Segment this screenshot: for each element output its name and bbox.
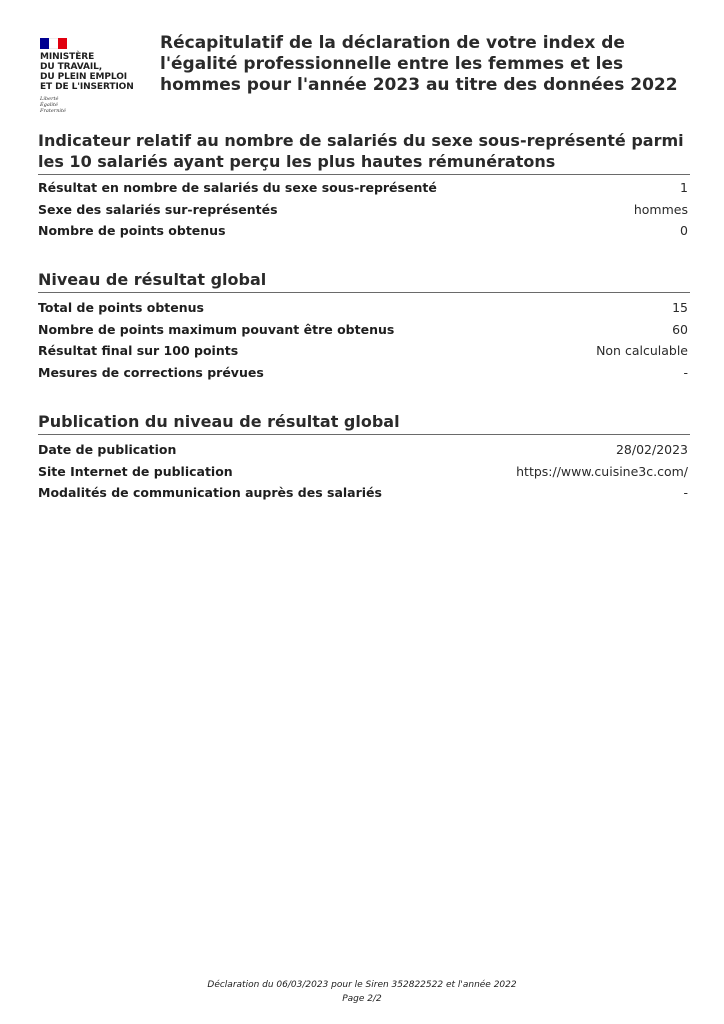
row-value: 60 bbox=[672, 321, 688, 337]
page-title: Récapitulatif de la déclaration de votre index de l'égalité professionnelle entre les femmes et les hommes pour l'année 2023 au titre des données 2022 bbox=[160, 33, 678, 95]
motto-line: Égalité bbox=[40, 102, 58, 108]
page-footer bbox=[0, 978, 724, 1006]
row-value: Non calculable bbox=[596, 343, 688, 358]
data-row bbox=[38, 319, 690, 341]
data-row bbox=[38, 297, 690, 319]
data-row bbox=[38, 177, 690, 199]
data-row bbox=[38, 199, 690, 221]
row-value: 0 bbox=[680, 223, 688, 238]
row-value: 1 bbox=[680, 180, 688, 195]
data-row bbox=[38, 362, 690, 384]
ministry-line: DU PLEIN EMPLOI bbox=[40, 72, 128, 82]
row-label: Modalités de communication auprès des salariés bbox=[38, 485, 382, 500]
ministry-logo bbox=[40, 38, 150, 114]
republic-motto bbox=[40, 96, 150, 114]
website-link[interactable]: https://www.cuisine3c.com/ bbox=[516, 463, 688, 479]
data-row bbox=[38, 340, 690, 362]
row-label: Résultat en nombre de salariés du sexe sous-représenté bbox=[38, 180, 437, 195]
ministry-name bbox=[40, 52, 150, 92]
motto-line: Liberté bbox=[40, 96, 59, 102]
data-row bbox=[38, 461, 690, 483]
row-value: hommes bbox=[633, 201, 688, 217]
row-value: 28/02/2023 bbox=[615, 442, 688, 457]
row-value: - bbox=[683, 485, 688, 500]
row-label: Résultat final sur 100 points bbox=[38, 343, 239, 358]
row-label: Nombre de points obtenus bbox=[38, 223, 226, 238]
ministry-line: ET DE L'INSERTION bbox=[40, 82, 134, 92]
row-label: Date de publication bbox=[38, 442, 177, 457]
row-label: Total de points obtenus bbox=[38, 300, 204, 315]
row-value: 15 bbox=[672, 300, 688, 315]
row-label: Mesures de corrections prévues bbox=[38, 364, 264, 380]
ministry-line: MINISTÈRE bbox=[40, 52, 95, 62]
publication-section bbox=[38, 411, 690, 504]
declaration-note: Déclaration du 06/03/2023 pour le Siren 352822522 et l'année 2022 bbox=[207, 980, 517, 990]
page-header bbox=[0, 0, 724, 120]
ministry-line: DU TRAVAIL, bbox=[40, 62, 103, 72]
global-result-section bbox=[38, 269, 690, 383]
data-row bbox=[38, 220, 690, 242]
row-value: - bbox=[683, 364, 688, 380]
section-heading: Niveau de résultat global bbox=[38, 269, 690, 293]
row-label: Site Internet de publication bbox=[38, 463, 233, 479]
motto-line: Fraternité bbox=[40, 108, 66, 114]
page-number: Page 2/2 bbox=[342, 994, 382, 1004]
indicator-section bbox=[38, 130, 690, 242]
data-row bbox=[38, 482, 690, 504]
section-heading: Indicateur relatif au nombre de salariés du sexe sous-représenté parmi les 10 salariés ayant perçu les plus hautes rémunératons bbox=[38, 130, 690, 175]
section-heading: Publication du niveau de résultat global bbox=[38, 411, 690, 435]
row-label: Sexe des salariés sur-représentés bbox=[38, 201, 278, 217]
data-row bbox=[38, 439, 690, 461]
row-label: Nombre de points maximum pouvant être obtenus bbox=[38, 321, 395, 337]
marianne-flag-icon bbox=[40, 38, 67, 49]
